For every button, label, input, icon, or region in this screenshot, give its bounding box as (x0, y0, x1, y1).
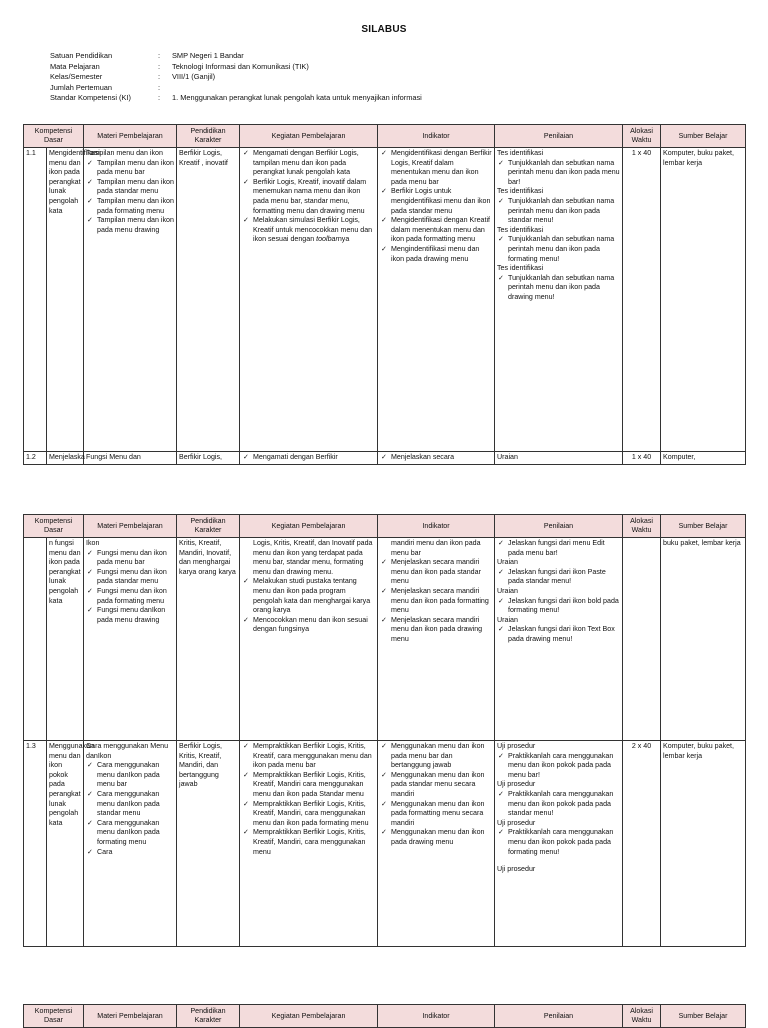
header-kompetensi: Kompetensi Dasar (24, 515, 84, 538)
header-indikator: Indikator (378, 515, 495, 538)
header-karakter: Pendidikan Karakter (177, 125, 240, 148)
kegiatan-cell: Logis, Kritis, Kreatif, dan Inovatif pada menu dan ikon yang terdapat pada menu bar, standar menu, formating menu dan drawing menu. ✓ Melakukan studi pustaka tentang menu dan ikon pada program pengolah kata dan menghargai karya orang karya ✓ Mencocokkan menu dan ikon sesuai dengan fungsinya (240, 538, 378, 741)
table-row (24, 538, 746, 741)
header-alokasi: Alokasi Waktu (623, 1005, 661, 1028)
list-item: ✓ Praktikkanlah cara menggunakan menu dan ikon pokok pada pada formating menu! (497, 828, 620, 857)
header-penilaian: Penilaian (495, 125, 623, 148)
table-row (24, 741, 746, 947)
alokasi-cell: 1 x 40 (623, 452, 661, 465)
list-item: ✓ Mencocokkan menu dan ikon sesuai dengan fungsinya (242, 616, 375, 635)
list-item: ✓ Melakukan simulasi Berfikir Logis, Kreatif untuk mencocokkan menu dan ikon sesuai dengan toolbarnya (242, 216, 375, 245)
header-alokasi: Alokasi Waktu (623, 515, 661, 538)
list-item: ✓ Cara menggunakan menu danIkon pada standar menu (86, 790, 174, 819)
table-row (24, 452, 746, 465)
list-item: ✓ Mempraktikkan Berfikir Logis, Kritis, Kreatif, Mandiri cara menggunakan menu dan ikon pada Standar menu (242, 771, 375, 800)
kd-number: 1.1 (24, 148, 47, 452)
penilaian-cell: Tes identifikasi ✓ Tunjukkanlah dan sebutkan nama perintah menu dan ikon pada menu bar! Tes identifikasi ✓ Tunjukkanlah dan sebutkan nama perintah menu dan ikon pada standar menu! Tes identifikasi ✓ Tunjukkanlah dan sebutkan nama perintah menu dan ikon pada formating menu! Tes identifikasi ✓ Tunjukkanlah dan sebutkan nama perintah menu dan ikon pada drawing menu! (495, 148, 623, 452)
materi-cell: Tampilan menu dan ikon ✓ Tampilan menu dan ikon pada menu bar ✓ Tampilan menu dan ikon pada standar menu ✓ Tampilan menu dan ikon pada formating menu ✓ Tampilan menu dan ikon pada menu drawing (84, 148, 177, 452)
info-row-satuan: Satuan Pendidikan : SMP Negeri 1 Bandar (50, 51, 244, 60)
karakter-cell: Berfikir Logis, (177, 452, 240, 465)
syllabus-table-page-1 (23, 124, 746, 465)
list-item: ✓ Cara menggunakan menu danIkon pada menu bar (86, 761, 174, 790)
kegiatan-cell (240, 741, 378, 947)
list-item: ✓ Fungsi menu danIkon pada menu drawing (86, 606, 174, 625)
alokasi-cell: 1 x 40 (623, 148, 661, 452)
list-item: ✓ Jelaskan fungsi dari ikon Paste pada standar menu! (497, 568, 620, 587)
list-item: ✓ Cara (86, 848, 174, 858)
list-item: ✓ Mempraktikkan Berfikir Logis, Kritis, Kreatif, Mandiri, cara menggunakan menu (242, 828, 375, 857)
list-item: ✓ Berfikir Logis, Kreatif, inovatif dalam menemukan nama menu dan ikon pada menu bar, standar menu, formatting menu dan drawing menu (242, 178, 375, 216)
alokasi-cell (623, 538, 661, 741)
syllabus-table-page-3 (23, 1004, 746, 1028)
karakter-cell: Kritis, Kreatif, Mandiri, Inovatif, dan menghargai karya orang karya (177, 538, 240, 741)
info-row-pertemuan: Jumlah Pertemuan : (50, 82, 161, 92)
list-item: ✓ Cara menggunakan menu danIkon pada formating menu (86, 819, 174, 848)
header-karakter: Pendidikan Karakter (177, 515, 240, 538)
header-materi: Materi Pembelajaran (84, 125, 177, 148)
karakter-cell: Berfikir Logis, Kreatif , inovatif (177, 148, 240, 452)
header-penilaian: Penilaian (495, 515, 623, 538)
header-alokasi: Alokasi Waktu (623, 125, 661, 148)
list-item: ✓ Tampilan menu dan ikon pada menu drawing (86, 216, 174, 235)
header-indikator: Indikator (378, 125, 495, 148)
sumber-cell: Komputer, (661, 452, 746, 465)
info-row-mapel: Mata Pelajaran : Teknologi Informasi dan Komunikasi (TIK) (50, 61, 309, 71)
kd-text: Menjelaska (47, 452, 84, 465)
info-row-standar: Standar Kompetensi (KI) : 1. Menggunakan perangkat lunak pengolah kata untuk menyajikan informasi (50, 93, 422, 102)
list-item: ✓ Tunjukkanlah dan sebutkan nama perintah menu dan ikon pada formating menu! (497, 235, 620, 264)
list-item: ✓ Mempraktikkan Berfikir Logis, Kritis, Kreatif, cara menggunakan menu dan ikon pada menu bar (242, 742, 375, 771)
header-sumber: Sumber Belajar (661, 125, 746, 148)
list-item: ✓ Tampilan menu dan ikon pada menu bar (86, 159, 174, 178)
list-item: ✓ Fungsi menu dan ikon pada standar menu (86, 568, 174, 587)
sumber-cell: Komputer, buku paket, lembar kerja (661, 148, 746, 452)
materi-cell: Cara menggunakan Menu danIkon ✓ Cara menggunakan menu danIkon pada menu bar ✓ Cara menggunakan menu danIkon pada standar menu ✓ Cara menggunakan menu danIkon pada formating menu ✓ Cara (84, 741, 177, 947)
list-item: ✓ Berfikir Logis untuk mengidentifikasi menu dan ikon pada standar menu (380, 187, 492, 216)
header-kegiatan: Kegiatan Pembelajaran (240, 1005, 378, 1028)
indikator-cell (378, 148, 495, 452)
list-item: ✓ Fungsi menu dan ikon pada formating menu (86, 587, 174, 606)
kd-number: 1.3 (24, 741, 47, 947)
list-item: ✓ Jelaskan fungsi dari menu Edit pada menu bar! (497, 539, 620, 558)
indikator-cell (378, 452, 495, 465)
list-item: ✓ Tunjukkanlah dan sebutkan nama perintah menu dan ikon pada menu bar! (497, 159, 620, 188)
kd-text: Mengidentifikasi menu dan ikon pada perangkat lunak pengolah kata (47, 148, 84, 452)
document-title: SILABUS (361, 24, 407, 35)
list-item: ✓ Fungsi menu dan ikon pada menu bar (86, 549, 174, 568)
list-item: ✓ Menjelaskan secara (380, 453, 492, 463)
materi-cell: Ikon ✓ Fungsi menu dan ikon pada menu bar ✓ Fungsi menu dan ikon pada standar menu ✓ Fungsi menu dan ikon pada formating menu ✓ Fungsi menu danIkon pada menu drawing (84, 538, 177, 741)
list-item: ✓ Mengamati dengan Berfikir Logis, tampilan menu dan ikon pada perangkat lunak pengolah kata (242, 149, 375, 178)
header-karakter: Pendidikan Karakter (177, 1005, 240, 1028)
list-item: ✓ Mengidentifikasi dengan Berfikir Logis, Kreatif dalam menentukan menu dan ikon pada menu bar (380, 149, 492, 187)
penilaian-cell: Uji prosedur ✓ Praktikkanlah cara menggunakan menu dan ikon pokok pada pada menu bar! Uji prosedur ✓ Praktikkanlah cara menggunakan menu dan ikon pokok pada pada standar menu! Uji prosedur ✓ Praktikkanlah cara menggunakan menu dan ikon pokok pada pada formating menu! Uji prosedur (495, 741, 623, 947)
penilaian-cell: Uraian (495, 452, 623, 465)
header-kegiatan: Kegiatan Pembelajaran (240, 515, 378, 538)
indikator-cell (378, 741, 495, 947)
header-materi: Materi Pembelajaran (84, 515, 177, 538)
sumber-cell: buku paket, lembar kerja (661, 538, 746, 741)
info-row-kelas: Kelas/Semester : VIII/1 (Ganjil) (50, 72, 216, 81)
list-item: ✓ Menggunakan menu dan ikon pada formatting menu secara mandiri (380, 800, 492, 829)
header-kompetensi: Kompetensi Dasar (24, 1005, 84, 1028)
list-item: ✓ Praktikkanlah cara menggunakan menu dan ikon pokok pada pada menu bar! (497, 752, 620, 781)
alokasi-cell: 2 x 40 (623, 741, 661, 947)
list-item: ✓ Menggunakan menu dan ikon pada menu bar dan bertanggung jawab (380, 742, 492, 771)
list-item: ✓ Tampilan menu dan ikon pada formating menu (86, 197, 174, 216)
kegiatan-cell (240, 148, 378, 452)
header-sumber: Sumber Belajar (661, 515, 746, 538)
list-item: ✓ Jelaskan fungsi dari ikon Text Box pada drawing menu! (497, 625, 620, 644)
penilaian-cell: ✓ Jelaskan fungsi dari menu Edit pada menu bar! Uraian ✓ Jelaskan fungsi dari ikon Paste pada standar menu! Uraian ✓ Jelaskan fungsi dari ikon bold pada formating menu! Uraian ✓ Jelaskan fungsi dari ikon Text Box pada drawing menu! (495, 538, 623, 741)
sumber-cell: Komputer, buku paket, lembar kerja (661, 741, 746, 947)
header-penilaian: Penilaian (495, 1005, 623, 1028)
list-item: ✓ Menjelaskan secara mandiri menu dan ikon pada formatting menu (380, 587, 492, 616)
header-kegiatan: Kegiatan Pembelajaran (240, 125, 378, 148)
kd-number: 1.2 (24, 452, 47, 465)
header-materi: Materi Pembelajaran (84, 1005, 177, 1028)
karakter-cell: Berfikir Logis, Kritis, Kreatif, Mandiri, dan bertanggung jawab (177, 741, 240, 947)
list-item: ✓ Melakukan studi pustaka tentang menu dan ikon pada program pengolah kata dan menghargai karya orang karya (242, 577, 375, 615)
header-sumber: Sumber Belajar (661, 1005, 746, 1028)
list-item: ✓ Menjelaskan secara mandiri menu dan ikon pada drawing menu (380, 616, 492, 645)
list-item: ✓ Tampilan menu dan ikon pada standar menu (86, 178, 174, 197)
list-item: ✓ Jelaskan fungsi dari ikon bold pada formating menu! (497, 597, 620, 616)
list-item: ✓ Mengidentifikasi dengan Kreatif dalam menentukan menu dan ikon pada formatting menu (380, 216, 492, 245)
list-item: ✓ Menggunakan menu dan ikon pada standar menu secara mandiri (380, 771, 492, 800)
list-item: ✓ Tunjukkanlah dan sebutkan nama perintah menu dan ikon pada standar menu! (497, 197, 620, 226)
list-item: ✓ Mempraktikkan Berfikir Logis, Kritis, Kreatif, Mandiri, cara menggunakan menu dan ikon pada formating menu (242, 800, 375, 829)
header-indikator: Indikator (378, 1005, 495, 1028)
list-item: ✓ Menggunakan menu dan ikon pada drawing menu (380, 828, 492, 847)
list-item: ✓ Tunjukkanlah dan sebutkan nama perintah menu dan ikon pada drawing menu! (497, 274, 620, 303)
kd-text: n fungsi menu dan ikon pada perangkat lunak pengolah kata (47, 538, 84, 741)
kegiatan-cell (240, 452, 378, 465)
list-item: ✓ Menjelaskan secara mandiri menu dan ikon pada standar menu (380, 558, 492, 587)
materi-cell: Fungsi Menu dan (84, 452, 177, 465)
kd-text: Menggunakan menu dan ikon pokok pada perangkat lunak pengolah kata (47, 741, 84, 947)
table-row (24, 148, 746, 452)
header-kompetensi: Kompetensi Dasar (24, 125, 84, 148)
syllabus-info (50, 51, 422, 104)
list-item: ✓ Mengindentifikasi menu dan ikon pada drawing menu (380, 245, 492, 264)
list-item: ✓ Mengamati dengan Berfikir (242, 453, 375, 463)
syllabus-table-page-2 (23, 514, 746, 947)
indikator-cell: mandiri menu dan ikon pada menu bar ✓ Menjelaskan secara mandiri menu dan ikon pada standar menu ✓ Menjelaskan secara mandiri menu dan ikon pada formatting menu ✓ Menjelaskan secara mandiri menu dan ikon pada drawing menu (378, 538, 495, 741)
list-item: ✓ Praktikkanlah cara menggunakan menu dan ikon pokok pada pada standar menu! (497, 790, 620, 819)
